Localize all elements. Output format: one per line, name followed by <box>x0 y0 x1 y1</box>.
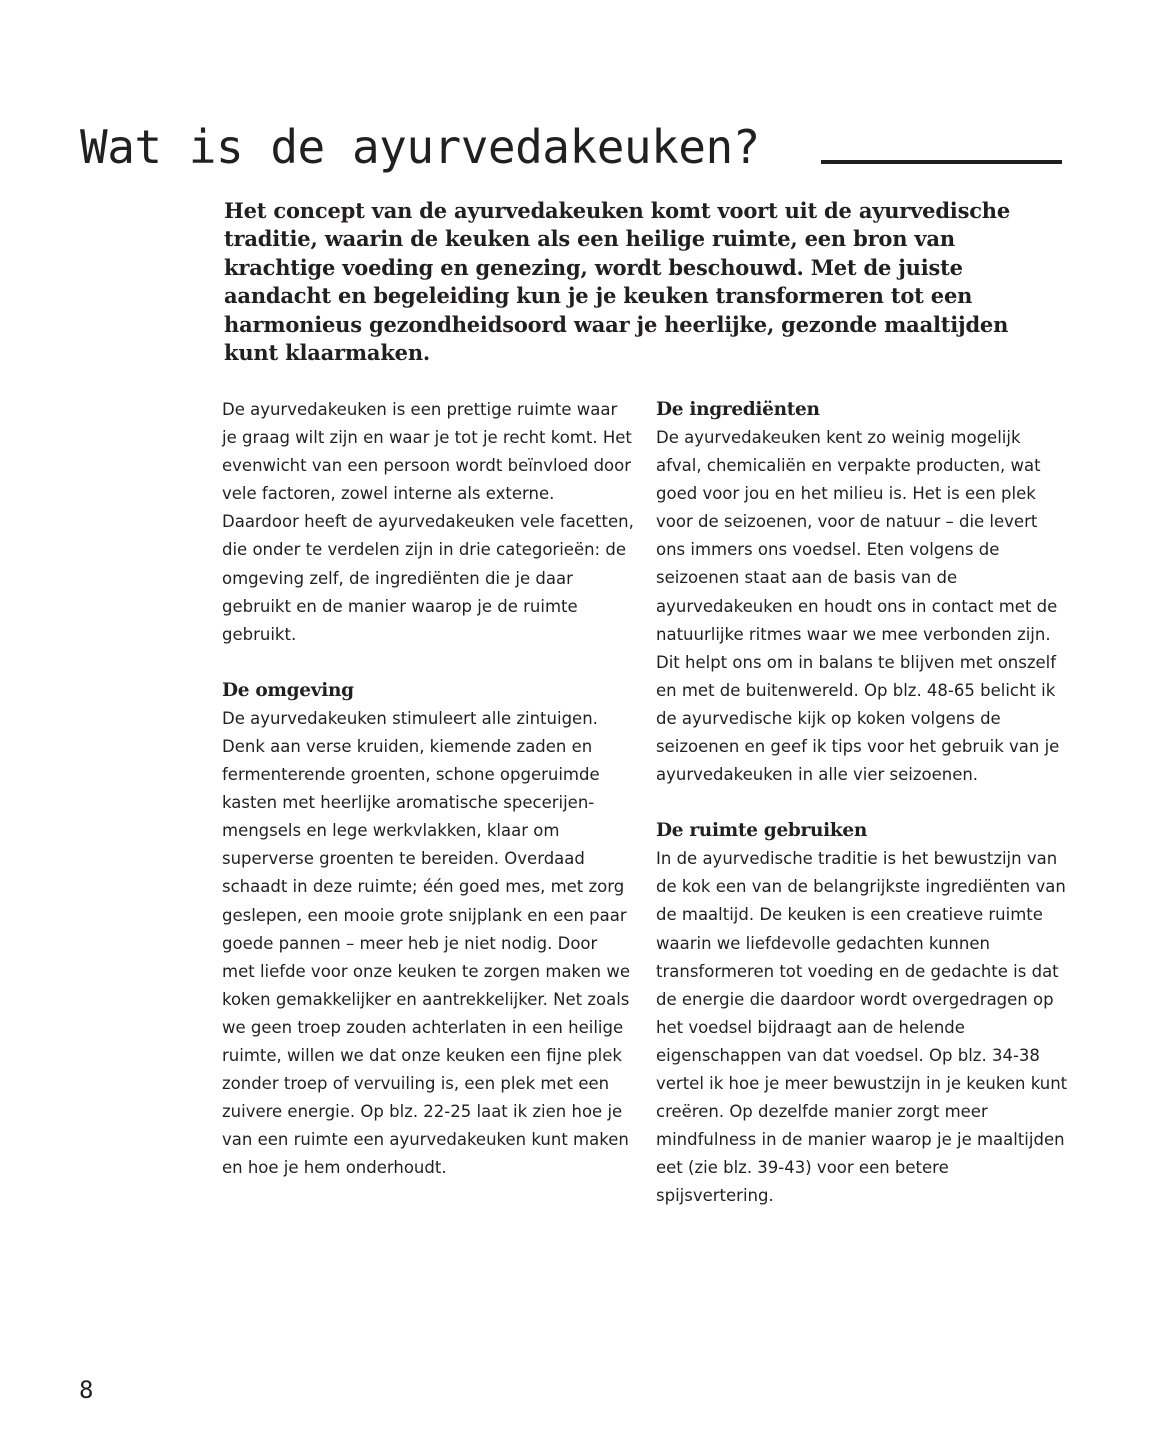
section-heading-ruimte-gebruiken: De ruimte gebruiken <box>656 820 868 842</box>
intro-paragraph: Het concept van de ayurvedakeuken komt voort uit de ayurvedische traditie, waarin de keuken als een heilige ruimte, een bron van krachtige voeding en genezing, wordt beschouwd. Met de juiste aandacht en begeleiding kun je je keuken transformeren tot een harmonieus gezondheidsoord waar je heerlijke, gezonde maaltijden kunt klaarmaken. <box>224 198 1011 366</box>
page-title: Wat is de ayurvedakeuken? <box>80 120 760 174</box>
title-row <box>80 114 1065 184</box>
left-column <box>222 396 634 1182</box>
section-gap <box>656 789 1068 817</box>
section-body-omgeving: De ayurvedakeuken stimuleert alle zintuigen. Denk aan verse kruiden, kiemende zaden en fermenterende groenten, schone opgeruimde kasten met heerlijke aromatische specerijenmengsels en lege werkvlakken, klaar om superverse groenten te bereiden. Overdaad schaadt in deze ruimte; één goed mes, met zorg geslepen, een mooie grote snijplank en een paar goede pannen – meer heb je niet nodig. Door met liefde voor onze keuken te zorgen maken we koken gemakkelijker en aantrekkelijker. Net zoals we geen troep zouden achterlaten in een heilige ruimte, willen we dat onze keuken een fijne plek zonder troep of vervuiling is, een plek met een zuivere energie. Op blz. 22-25 laat ik zien hoe je van een ruimte een ayurvedakeuken kunt maken en hoe je hem onderhoudt. <box>222 708 631 1178</box>
left-intro-paragraph: De ayurvedakeuken is een prettige ruimte waar je graag wilt zijn en waar je tot je recht komt. Het evenwicht van een persoon wordt beïnvloed door vele factoren, zowel interne als externe. Daardoor heeft de ayurvedakeuken vele facetten, die onder te verdelen zijn in drie categorieën: de omgeving zelf, de ingrediënten die je daar gebruikt en de manier waarop je de ruimte gebruikt. <box>222 400 634 644</box>
section-heading-ingredienten: De ingrediënten <box>656 399 820 420</box>
section-body-ingredienten: De ayurvedakeuken kent zo weinig mogelijk afval, chemicaliën en verpakte producten, wat goed voor jou en het milieu is. Het is een plek voor de seizoenen, voor de natuur – die levert ons immers ons voedsel. Eten volgens de seizoenen staat aan de basis van de ayurvedakeuken en houdt ons in contact met de natuurlijke ritmes waar we mee verbonden zijn. Dit helpt ons om in balans te blijven met onszelf en met de buitenwereld. Op blz. 48-65 belicht ik de ayurvedische kijk op koken volgens de seizoenen en geef ik tips voor het gebruik van je ayurvedakeuken in alle vier seizoenen. <box>656 428 1060 785</box>
title-underline-rule <box>821 160 1062 164</box>
page-number: 8 <box>79 1376 94 1404</box>
section-body-ruimte-gebruiken: In de ayurvedische traditie is het bewustzijn van de kok een van de belangrijkste ingrediënten van de maaltijd. De keuken is een creatieve ruimte waarin we liefdevolle gedachten kunnen transformeren tot voeding en de gedachte is dat de energie die daardoor wordt overgedragen op het voedsel bijdraagt aan de helende eigenschappen van dat voedsel. Op blz. 34-38 vertel ik hoe je meer bewustzijn in je keuken kunt creëren. Op dezelfde manier zorgt meer mindfulness in de manier waarop je je maaltijden eet (zie blz. 39-43) voor een betere spijsvertering. <box>656 849 1068 1206</box>
right-column <box>656 396 1068 1210</box>
section-gap <box>222 649 634 677</box>
section-heading-omgeving: De omgeving <box>222 679 354 701</box>
